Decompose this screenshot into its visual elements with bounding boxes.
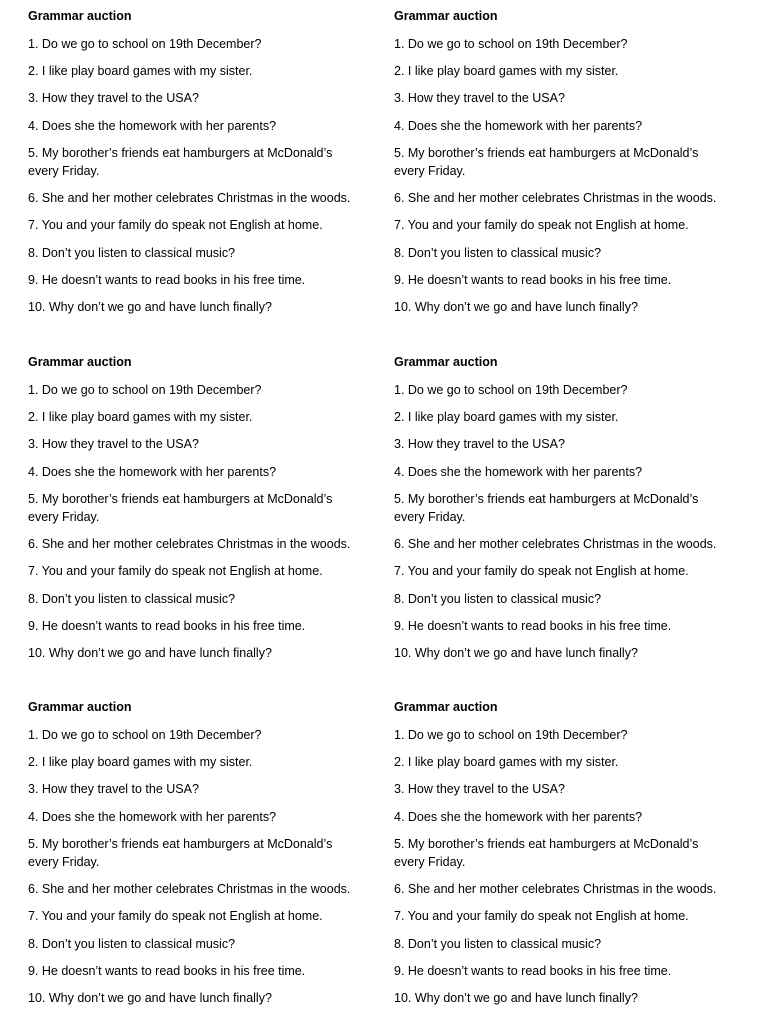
question-4: 4. Does she the homework with her parents? — [394, 810, 643, 824]
block-title: Grammar auction — [394, 355, 498, 369]
question-1: 1. Do we go to school on 19th December? — [394, 37, 628, 51]
question-5: 5. My borother’s friends eat hamburgers at McDonald’s — [28, 837, 333, 851]
question-6: 6. She and her mother celebrates Christmas in the woods. — [28, 882, 351, 896]
question-8: 8. Don’t you listen to classical music? — [28, 246, 236, 260]
question-10: 10. Why don’t we go and have lunch finally? — [394, 300, 638, 314]
question-10: 10. Why don’t we go and have lunch finally? — [394, 646, 638, 660]
question-6: 6. She and her mother celebrates Christmas in the woods. — [394, 537, 717, 551]
question-3: 3. How they travel to the USA? — [28, 437, 199, 451]
question-5: 5. My borother’s friends eat hamburgers at McDonald’s — [28, 146, 333, 160]
question-7: 7. You and your family do speak not English at home. — [28, 218, 323, 232]
question-6: 6. She and her mother celebrates Christmas in the woods. — [394, 882, 717, 896]
question-2: 2. I like play board games with my sister. — [394, 64, 619, 78]
question-3: 3. How they travel to the USA? — [394, 782, 565, 796]
question-5-continued: every Friday. — [394, 855, 466, 869]
question-1: 1. Do we go to school on 19th December? — [28, 728, 262, 742]
question-6: 6. She and her mother celebrates Christmas in the woods. — [28, 191, 351, 205]
question-4: 4. Does she the homework with her parents? — [394, 465, 643, 479]
question-3: 3. How they travel to the USA? — [28, 782, 199, 796]
question-9: 9. He doesn’t wants to read books in his free time. — [394, 273, 672, 287]
question-8: 8. Don’t you listen to classical music? — [28, 592, 236, 606]
question-8: 8. Don’t you listen to classical music? — [394, 592, 602, 606]
question-2: 2. I like play board games with my sister. — [28, 64, 253, 78]
question-6: 6. She and her mother celebrates Christmas in the woods. — [394, 191, 717, 205]
question-7: 7. You and your family do speak not English at home. — [394, 909, 689, 923]
question-1: 1. Do we go to school on 19th December? — [28, 383, 262, 397]
question-5: 5. My borother’s friends eat hamburgers at McDonald’s — [394, 146, 699, 160]
question-7: 7. You and your family do speak not English at home. — [394, 564, 689, 578]
question-5-continued: every Friday. — [394, 164, 466, 178]
question-1: 1. Do we go to school on 19th December? — [28, 37, 262, 51]
question-5: 5. My borother’s friends eat hamburgers at McDonald’s — [394, 837, 699, 851]
question-2: 2. I like play board games with my sister. — [28, 755, 253, 769]
question-7: 7. You and your family do speak not English at home. — [394, 218, 689, 232]
question-5-continued: every Friday. — [394, 510, 466, 524]
question-2: 2. I like play board games with my sister. — [28, 410, 253, 424]
block-title: Grammar auction — [394, 700, 498, 714]
question-10: 10. Why don’t we go and have lunch finally? — [394, 991, 638, 1005]
question-4: 4. Does she the homework with her parents? — [28, 119, 277, 133]
block-title: Grammar auction — [394, 9, 498, 23]
question-7: 7. You and your family do speak not English at home. — [28, 909, 323, 923]
block-title: Grammar auction — [28, 9, 132, 23]
question-4: 4. Does she the homework with her parents? — [28, 810, 277, 824]
question-10: 10. Why don’t we go and have lunch finally? — [28, 991, 272, 1005]
question-9: 9. He doesn’t wants to read books in his free time. — [28, 273, 306, 287]
question-9: 9. He doesn’t wants to read books in his free time. — [394, 964, 672, 978]
question-10: 10. Why don’t we go and have lunch finally? — [28, 300, 272, 314]
question-8: 8. Don’t you listen to classical music? — [28, 937, 236, 951]
question-6: 6. She and her mother celebrates Christmas in the woods. — [28, 537, 351, 551]
question-5-continued: every Friday. — [28, 855, 100, 869]
question-3: 3. How they travel to the USA? — [394, 437, 565, 451]
question-5-continued: every Friday. — [28, 510, 100, 524]
question-7: 7. You and your family do speak not English at home. — [28, 564, 323, 578]
question-5: 5. My borother’s friends eat hamburgers at McDonald’s — [394, 492, 699, 506]
question-9: 9. He doesn’t wants to read books in his free time. — [394, 619, 672, 633]
question-1: 1. Do we go to school on 19th December? — [394, 383, 628, 397]
question-3: 3. How they travel to the USA? — [28, 91, 199, 105]
question-8: 8. Don’t you listen to classical music? — [394, 246, 602, 260]
question-1: 1. Do we go to school on 19th December? — [394, 728, 628, 742]
question-5: 5. My borother’s friends eat hamburgers at McDonald’s — [28, 492, 333, 506]
question-2: 2. I like play board games with my sister. — [394, 755, 619, 769]
question-2: 2. I like play board games with my sister. — [394, 410, 619, 424]
question-3: 3. How they travel to the USA? — [394, 91, 565, 105]
question-10: 10. Why don’t we go and have lunch finally? — [28, 646, 272, 660]
question-4: 4. Does she the homework with her parents? — [394, 119, 643, 133]
question-9: 9. He doesn’t wants to read books in his free time. — [28, 619, 306, 633]
question-9: 9. He doesn’t wants to read books in his free time. — [28, 964, 306, 978]
question-4: 4. Does she the homework with her parents? — [28, 465, 277, 479]
question-5-continued: every Friday. — [28, 164, 100, 178]
question-8: 8. Don’t you listen to classical music? — [394, 937, 602, 951]
block-title: Grammar auction — [28, 700, 132, 714]
block-title: Grammar auction — [28, 355, 132, 369]
